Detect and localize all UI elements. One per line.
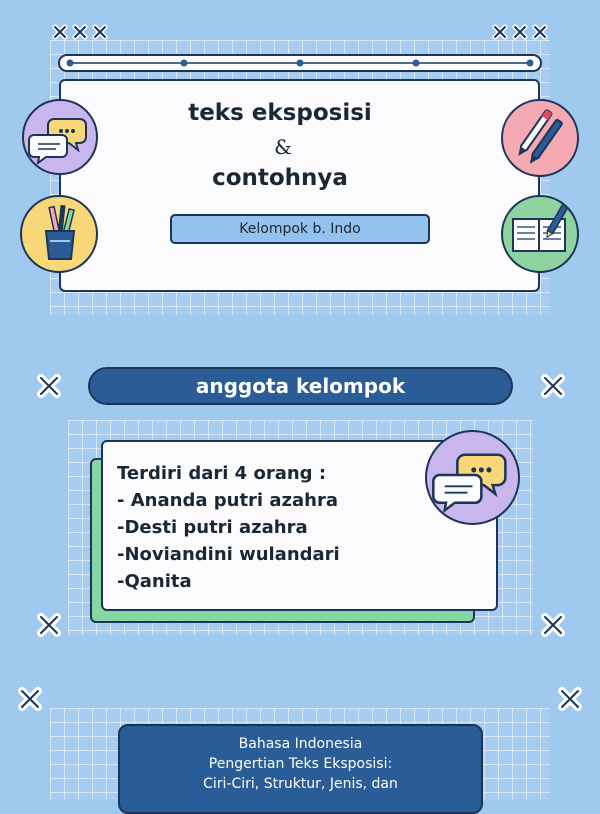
group-label: Kelompok b. Indo (170, 214, 430, 244)
close-x-icon (17, 686, 43, 712)
pencil-cup-icon (20, 195, 98, 273)
list-item: - Ananda putri azahra (117, 490, 338, 511)
notebook-pencil-icon (501, 195, 579, 273)
title-ampersand: & (274, 135, 292, 159)
chat-bubbles-icon (425, 430, 520, 525)
close-x-icon (540, 612, 566, 638)
close-x-icon (36, 612, 62, 638)
close-x-icon (52, 24, 108, 40)
pens-icon (501, 99, 579, 177)
close-x-icon (557, 686, 583, 712)
slide-title-line: Ciri-Ciri, Struktur, Jenis, dan (203, 776, 398, 792)
slide-title-line: Pengertian Teks Eksposisi: (208, 756, 393, 772)
members-intro: Terdiri dari 4 orang : (117, 463, 327, 484)
list-item: -Qanita (117, 571, 192, 592)
close-x-icon (540, 373, 566, 399)
chat-bubbles-icon (22, 99, 98, 175)
page-subtitle: contohnya (212, 165, 348, 191)
timeline-bar (58, 54, 542, 76)
list-item: -Noviandini wulandari (117, 544, 340, 565)
subject-label: Bahasa Indonesia (238, 736, 363, 752)
list-item: -Desti putri azahra (117, 517, 308, 538)
close-x-icon (36, 373, 62, 399)
section-header: anggota kelompok (88, 367, 513, 405)
close-x-icon (492, 24, 548, 40)
page-title: teks eksposisi (188, 100, 372, 126)
